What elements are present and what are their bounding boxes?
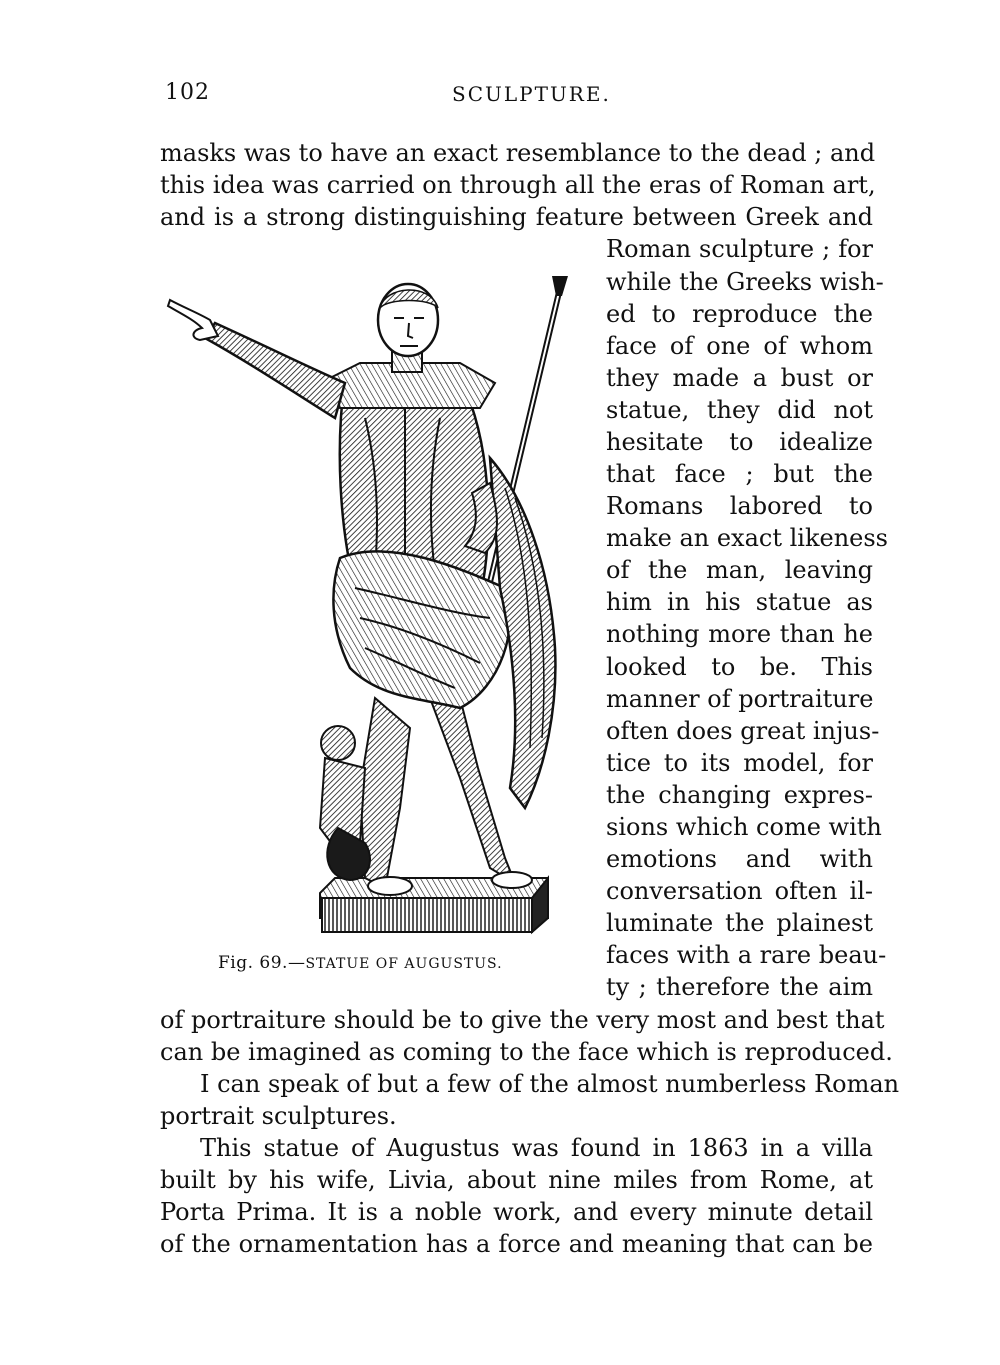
text-line: ty ; therefore the aim [606, 973, 873, 1001]
text-line: sions which come with [606, 813, 882, 841]
text-line: emotions and with [606, 845, 873, 873]
text-line: manner of portraiture [606, 685, 874, 713]
text-line: often does great injus- [606, 717, 880, 745]
text-line: nothing more than he [606, 620, 873, 648]
text-line: this idea was carried on through all the eras of Roman art, [160, 171, 876, 199]
text-line: portrait sculptures. [160, 1102, 397, 1130]
text-line: Roman sculpture ; for [606, 235, 873, 263]
figure-label: Fig. 69. [218, 953, 288, 973]
text-line: luminate the plainest [606, 909, 873, 937]
text-line: that face ; but the [606, 460, 873, 488]
text-line: masks was to have an exact resemblance to the dead ; and [160, 139, 876, 167]
text-line: they made a bust or [606, 364, 873, 392]
text-line: while the Greeks wish- [606, 268, 884, 296]
statue-illustration [160, 268, 580, 938]
text-line: Porta Prima. It is a noble work, and every minute detail [160, 1198, 873, 1226]
text-line: looked to be. This [606, 653, 873, 681]
text-line: tice to its model, for [606, 749, 873, 777]
text-line: of the ornamentation has a force and meaning that can be [160, 1230, 873, 1258]
text-line: can be imagined as coming to the face which is reproduced. [160, 1038, 893, 1066]
text-line: him in his statue as [606, 588, 873, 616]
text-line: conversation often il- [606, 877, 873, 905]
text-line: built by his wife, Livia, about nine miles from Rome, at [160, 1166, 873, 1194]
running-title: SCULPTURE. [452, 82, 611, 106]
text-line: make an exact likeness [606, 524, 888, 552]
text-line: This statue of Augustus was found in 1863 in a villa [200, 1134, 873, 1162]
text-line: of the man, leaving [606, 556, 873, 584]
figure-caption [218, 953, 503, 973]
text-line: and is a strong distinguishing feature between Greek and [160, 203, 873, 231]
text-line: of portraiture should be to give the very most and best that [160, 1006, 885, 1034]
text-line: ed to reproduce the [606, 300, 873, 328]
text-line: Romans labored to [606, 492, 873, 520]
text-line: faces with a rare beau- [606, 941, 887, 969]
page-number: 102 [165, 80, 210, 105]
text-line: statue, they did not [606, 396, 873, 424]
caption-dash: — [287, 953, 306, 973]
text-line: the changing expres- [606, 781, 873, 809]
text-line: face of one of whom [606, 332, 873, 360]
text-line: I can speak of but a few of the almost numberless Roman [200, 1070, 900, 1098]
figure-caption-text: STATUE OF AUGUSTUS. [305, 956, 503, 972]
text-line: hesitate to idealize [606, 428, 873, 456]
